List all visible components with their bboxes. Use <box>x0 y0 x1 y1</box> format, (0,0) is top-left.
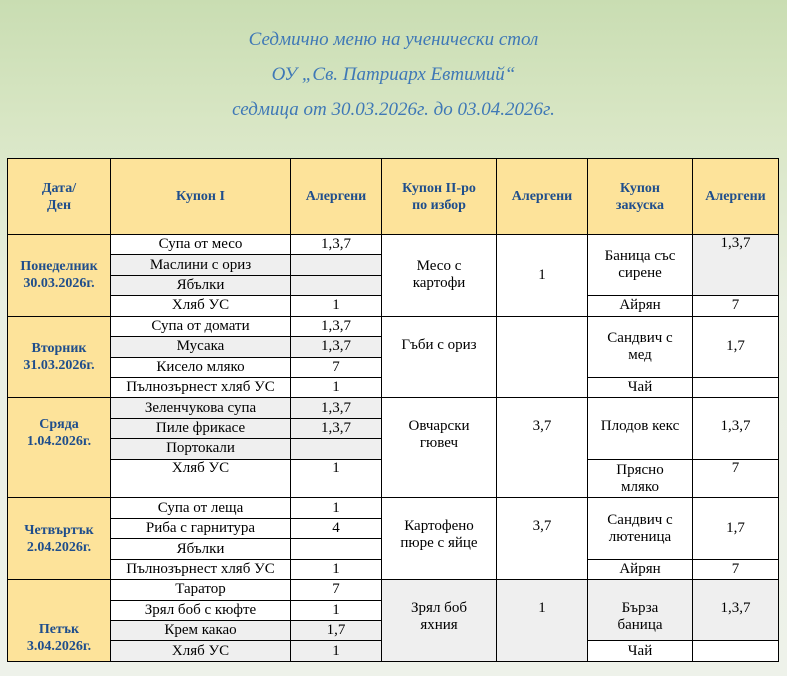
coupon1-allergens: 1 <box>291 559 382 579</box>
snack-allergens: 1,7 <box>693 316 779 377</box>
menu-header <box>0 22 787 127</box>
coupon1-allergens <box>291 255 382 275</box>
snack-dish: Сандвич с лютеница <box>588 498 693 559</box>
coupon1-dish: Хляб УС <box>111 296 291 316</box>
col-header-allergens3: Алергени <box>693 159 779 235</box>
snack-allergens <box>693 641 779 662</box>
day-cell: Вторник 31.03.2026г. <box>8 316 111 398</box>
coupon1-dish: Зеленчукова супа <box>111 398 291 418</box>
snack-allergens: 1,3,7 <box>693 235 779 296</box>
coupon1-dish: Супа от месо <box>111 235 291 255</box>
table-row <box>8 316 779 336</box>
snack-dish: Чай <box>588 641 693 662</box>
coupon1-allergens: 1 <box>291 459 382 498</box>
weekly-menu-table <box>7 158 779 662</box>
coupon2-dish: Овчарски гювеч <box>382 398 497 498</box>
coupon1-dish: Риба с гарнитура <box>111 518 291 538</box>
coupon1-dish: Крем какао <box>111 620 291 640</box>
table-row <box>8 235 779 255</box>
coupon1-allergens: 1 <box>291 296 382 316</box>
coupon2-allergens: 3,7 <box>497 398 588 498</box>
coupon1-allergens <box>291 539 382 559</box>
snack-allergens: 7 <box>693 296 779 316</box>
coupon1-dish: Супа от леща <box>111 498 291 518</box>
coupon1-allergens: 1,3,7 <box>291 235 382 255</box>
coupon1-allergens: 4 <box>291 518 382 538</box>
coupon2-allergens: 3,7 <box>497 498 588 580</box>
snack-allergens: 1,3,7 <box>693 580 779 641</box>
coupon1-dish: Пълнозърнест хляб УС <box>111 559 291 579</box>
coupon1-dish: Маслини с ориз <box>111 255 291 275</box>
snack-dish: Баница със сирене <box>588 235 693 296</box>
coupon1-allergens: 1 <box>291 377 382 397</box>
coupon1-allergens: 7 <box>291 357 382 377</box>
snack-dish: Сандвич с мед <box>588 316 693 377</box>
coupon2-dish: Гъби с ориз <box>382 316 497 398</box>
coupon1-allergens: 1 <box>291 641 382 662</box>
coupon1-allergens: 1 <box>291 600 382 620</box>
snack-allergens: 1,7 <box>693 498 779 559</box>
col-header-snack: Купон закуска <box>588 159 693 235</box>
col-header-date: Дата/ Ден <box>8 159 111 235</box>
table-header-row <box>8 159 779 235</box>
coupon1-allergens <box>291 275 382 295</box>
coupon1-dish: Зрял боб с кюфте <box>111 600 291 620</box>
snack-dish: Плодов кекс <box>588 398 693 459</box>
week-range: седмица от 30.03.2026г. до 03.04.2026г. <box>232 99 555 120</box>
snack-dish: Бърза баница <box>588 580 693 641</box>
snack-allergens: 1,3,7 <box>693 398 779 459</box>
school-name: ОУ „Св. Патриарх Евтимий“ <box>271 64 516 85</box>
coupon1-dish: Ябълки <box>111 539 291 559</box>
day-cell: Четвъртък 2.04.2026г. <box>8 498 111 580</box>
coupon1-allergens: 1,3,7 <box>291 337 382 357</box>
coupon1-allergens: 1 <box>291 498 382 518</box>
coupon1-dish: Ябълки <box>111 275 291 295</box>
snack-allergens: 7 <box>693 459 779 498</box>
snack-dish: Чай <box>588 377 693 397</box>
coupon2-allergens: 1 <box>497 235 588 317</box>
coupon1-dish: Хляб УС <box>111 641 291 662</box>
coupon1-allergens: 1,3,7 <box>291 418 382 438</box>
coupon2-dish: Месо с картофи <box>382 235 497 317</box>
coupon1-dish: Супа от домати <box>111 316 291 336</box>
snack-allergens: 7 <box>693 559 779 579</box>
snack-dish: Айрян <box>588 296 693 316</box>
coupon1-allergens: 7 <box>291 580 382 600</box>
snack-dish: Прясно мляко <box>588 459 693 498</box>
coupon1-dish: Пълнозърнест хляб УС <box>111 377 291 397</box>
coupon2-dish: Зрял боб яхния <box>382 580 497 662</box>
coupon1-dish: Таратор <box>111 580 291 600</box>
coupon1-allergens: 1,7 <box>291 620 382 640</box>
col-header-coupon2: Купон II-ро по избор <box>382 159 497 235</box>
coupon2-allergens: 1 <box>497 580 588 662</box>
col-header-coupon1: Купон I <box>111 159 291 235</box>
coupon1-dish: Портокали <box>111 439 291 459</box>
coupon1-dish: Пиле фрикасе <box>111 418 291 438</box>
day-cell: Сряда 1.04.2026г. <box>8 398 111 498</box>
table-row <box>8 398 779 418</box>
coupon1-dish: Кисело мляко <box>111 357 291 377</box>
snack-dish: Айрян <box>588 559 693 579</box>
day-cell: Петък 3.04.2026г. <box>8 580 111 662</box>
col-header-allergens2: Алергени <box>497 159 588 235</box>
coupon1-allergens <box>291 439 382 459</box>
day-cell: Понеделник 30.03.2026г. <box>8 235 111 317</box>
snack-allergens <box>693 377 779 397</box>
coupon1-allergens: 1,3,7 <box>291 398 382 418</box>
coupon1-dish: Хляб УС <box>111 459 291 498</box>
table-row <box>8 580 779 600</box>
menu-title: Седмично меню на ученически стол <box>248 29 539 50</box>
table-row <box>8 498 779 518</box>
coupon1-allergens: 1,3,7 <box>291 316 382 336</box>
coupon1-dish: Мусака <box>111 337 291 357</box>
coupon2-allergens <box>497 316 588 398</box>
coupon2-dish: Картофено пюре с яйце <box>382 498 497 580</box>
col-header-allergens1: Алергени <box>291 159 382 235</box>
